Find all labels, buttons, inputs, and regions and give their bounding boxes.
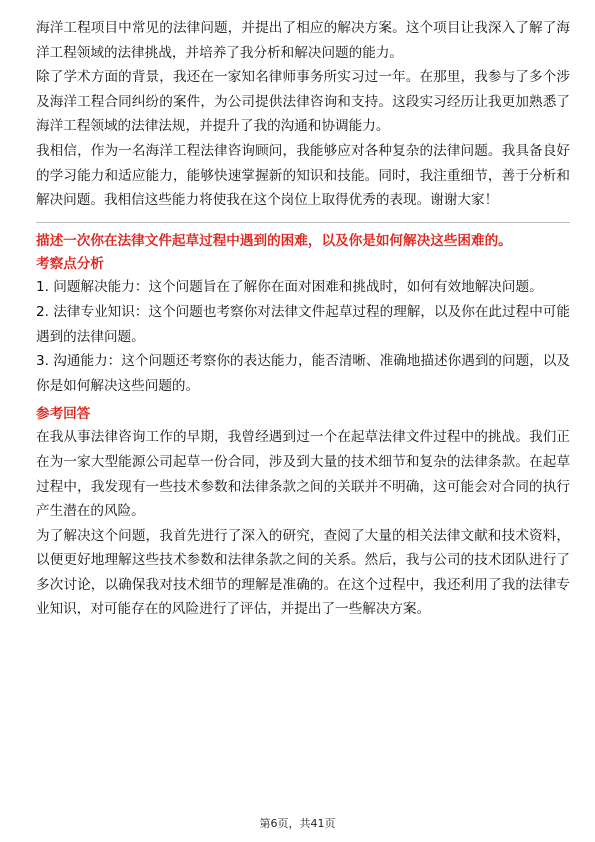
analysis-section — [36, 253, 570, 398]
intro-paragraph-2: 除了学术方面的背景，我还在一家知名律师事务所实习过一年。在那里，我参与了多个涉及海洋工程合同纠纷的案件，为公司提供法律咨询和支持。这段实习经历让我更加熟悉了海洋工程领域的法律法规，并提升了我的沟通和协调能力。 — [36, 69, 570, 135]
analysis-item-1: 1. 问题解决能力：这个问题旨在了解你在面对困难和挑战时，如何有效地解决问题。 — [36, 279, 543, 296]
analysis-item-3: 3. 沟通能力：这个问题还考察你的表达能力，能否清晰、准确地描述你遇到的问题，以及你是如何解决这些问题的。 — [36, 353, 570, 394]
answer-heading: 参考回答 — [36, 406, 91, 423]
section-divider — [36, 222, 570, 223]
intro-paragraph-3: 我相信，作为一名海洋工程法律咨询顾问，我能够应对各种复杂的法律问题。我具备良好的学习能力和适应能力，能够快速掌握新的知识和技能。同时，我注重细节，善于分析和解决问题。我相信这些能力将使我在这个岗位上取得优秀的表现。谢谢大家！ — [36, 142, 570, 209]
answer-paragraph-1: 在我从事法律咨询工作的早期，我曾经遇到过一个在起草法律文件过程中的挑战。我们正在为一家大型能源公司起草一份合同，涉及到大量的技术细节和复杂的法律条款。在起草过程中，我发现有一些技术参数和法律条款之间的关联并不明确，这可能会对合同的执行产生潜在的风险。 — [36, 429, 570, 520]
intro-paragraph-1: 海洋工程项目中常见的法律问题，并提出了相应的解决方案。这个项目让我深入了解了海洋工程领域的法律挑战，并培养了我分析和解决问题的能力。 — [36, 20, 570, 61]
answer-section — [36, 403, 570, 622]
intro-section — [36, 16, 570, 213]
interview-question: 描述一次你在法律文件起草过程中遇到的困难，以及你是如何解决这些困难的。 — [36, 232, 512, 249]
page-number: 第6页，共41页 — [259, 817, 336, 830]
answer-paragraph-2: 为了解决这个问题，我首先进行了深入的研究，查阅了大量的相关法律文献和技术资料，以便更好地理解这些技术参数和法律条款之间的关系。然后，我与公司的技术团队进行了多次讨论，以确保我对技术细节的理解是准确的。在这个过程中，我还利用了我的法律专业知识，对可能存在的风险进行了评估，并提出了一些解决方案。 — [36, 527, 570, 618]
analysis-heading: 考察点分析 — [36, 256, 104, 273]
analysis-item-2: 2. 法律专业知识：这个问题也考察你对法律文件起草过程的理解，以及你在此过程中可能遇到的法律问题。 — [36, 303, 570, 345]
document-page — [36, 16, 570, 622]
